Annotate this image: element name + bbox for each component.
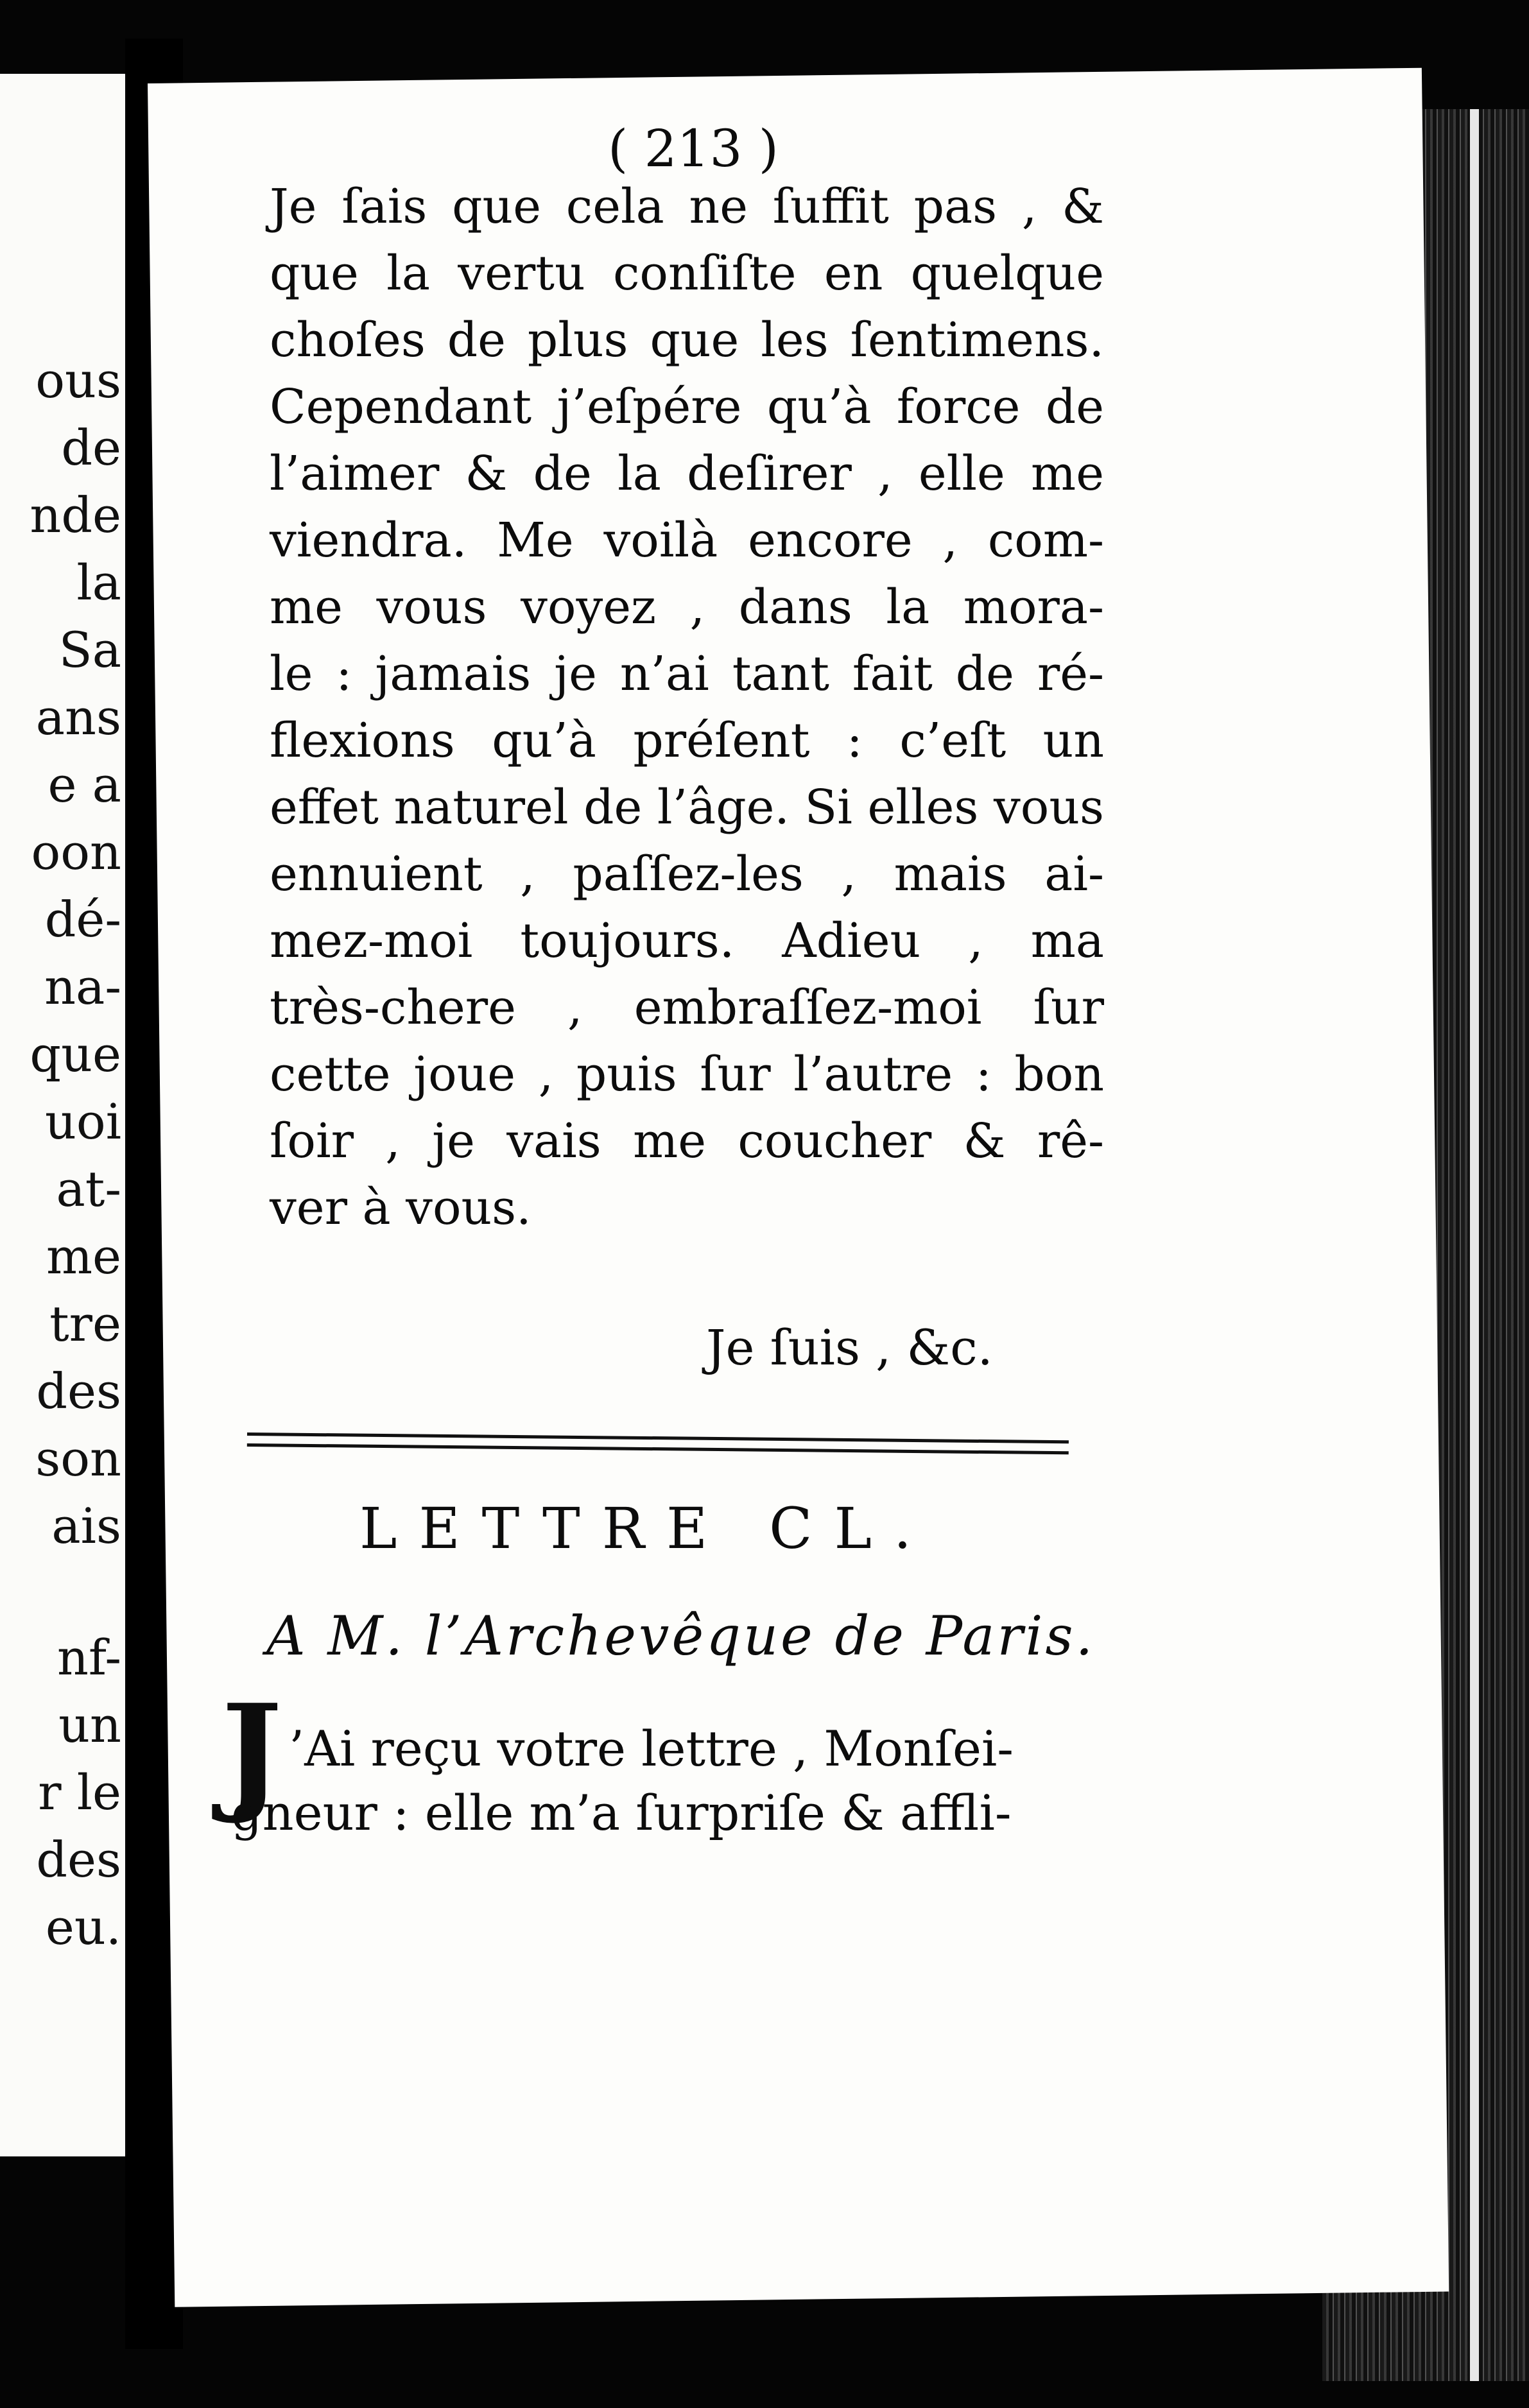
left-fragment: nde xyxy=(30,486,121,544)
body-line: Je ſais que cela ne ſuffit pas , & xyxy=(270,179,1104,234)
left-fragment: oon xyxy=(31,823,121,881)
letter-addressee: A M. l’Archevêque de Paris. xyxy=(266,1604,1096,1667)
body-line: ennuient , paſſez-les , mais ai- xyxy=(270,847,1104,902)
left-fragment: eu. xyxy=(45,1898,121,1956)
body-line: ver à vous. xyxy=(270,1180,531,1235)
body-line: viendra. Me voilà encore , com- xyxy=(270,513,1104,568)
letter-body-continued xyxy=(270,173,1104,1241)
body-line: choſes de plus que les ſentimens. xyxy=(270,313,1104,368)
left-fragment: uoi xyxy=(44,1093,121,1150)
left-fragment: dé- xyxy=(44,891,121,948)
left-fragment: ous xyxy=(35,352,121,409)
left-fragment: e a xyxy=(48,756,121,813)
left-fragment: un xyxy=(58,1696,121,1753)
left-fragment: r le xyxy=(38,1764,121,1821)
body-line: que la vertu conſiſte en quelque xyxy=(270,246,1104,301)
left-fragment: son xyxy=(35,1430,121,1487)
page-number: ( 213 ) xyxy=(608,119,779,178)
left-fragment: tre xyxy=(49,1295,121,1352)
page-fore-edge-highlight xyxy=(1470,109,1479,2381)
letter-signature: Je ſuis , &c. xyxy=(706,1319,993,1376)
left-fragment: Sa xyxy=(58,621,121,678)
left-fragment: ans xyxy=(35,689,121,746)
opening-line: ’Ai reçu votre lettre , Monſei- xyxy=(289,1720,1014,1777)
left-fragment: na- xyxy=(44,958,121,1015)
body-line: le : jamais je n’ai tant fait de ré- xyxy=(270,646,1104,701)
body-line: flexions qu’à préſent : c’eſt un xyxy=(270,713,1104,768)
body-line: me vous voyez , dans la mora- xyxy=(270,580,1104,635)
left-fragment: des xyxy=(36,1363,121,1420)
body-line: Cependant j’eſpére qu’à force de xyxy=(270,379,1104,434)
body-line: ſoir , je vais me coucher & rê- xyxy=(270,1114,1104,1169)
opening-line: gneur : elle m’a ſurpriſe & affli- xyxy=(231,1784,1012,1841)
body-line: effet naturel de l’âge. Si elles vous xyxy=(270,780,1104,835)
left-fragment: que xyxy=(30,1026,121,1083)
left-fragment: at- xyxy=(56,1160,121,1217)
body-line: cette joue , puis ſur l’autre : bon xyxy=(270,1047,1104,1102)
left-fragment: me xyxy=(46,1228,121,1285)
left-fragment: nf- xyxy=(56,1629,121,1686)
body-line: mez-moi toujours. Adieu , ma xyxy=(270,913,1104,968)
body-line: très-chere , embraſſez-moi ſur xyxy=(270,980,1104,1035)
left-fragment: ais xyxy=(51,1497,121,1554)
left-fragment: la xyxy=(76,554,121,611)
left-facing-page xyxy=(0,74,125,2156)
left-fragment: des xyxy=(36,1831,121,1888)
letter-heading: LETTRE CL. xyxy=(359,1495,933,1561)
left-fragment: de xyxy=(61,419,121,476)
body-line: l’aimer & de la deſirer , elle me xyxy=(270,446,1104,501)
drop-cap: J xyxy=(221,1676,282,1827)
